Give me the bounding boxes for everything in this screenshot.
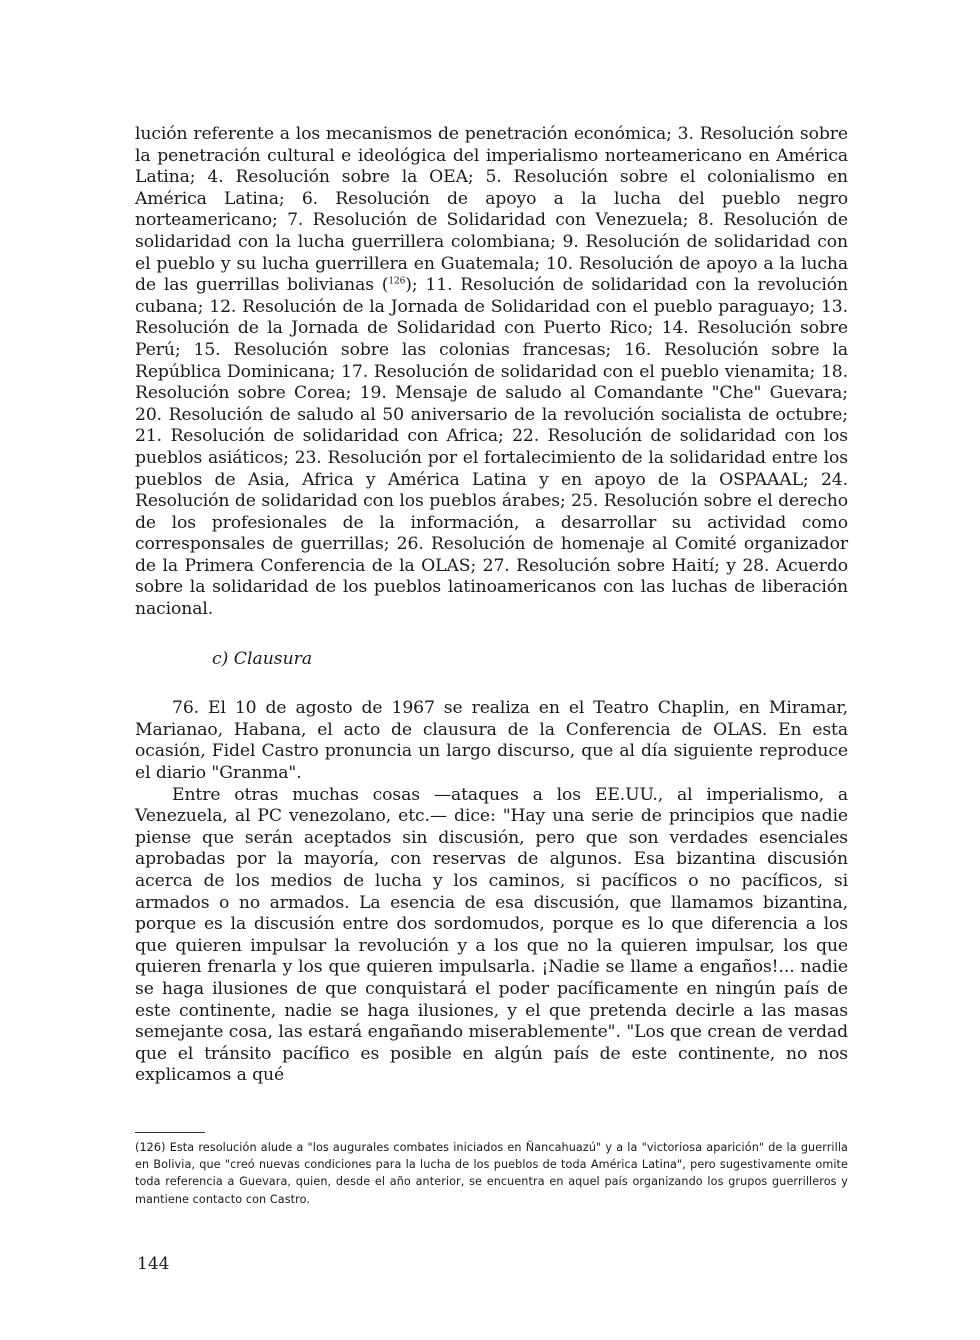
section-heading-clausura: c) Clausura — [212, 648, 313, 669]
resolutions-text-continued: ); 11. Resolución de solidaridad con la revolución cubana; 12. Resolución de la Jornada de Solidaridad con el pueblo paraguayo; 13. Resolución de la Jornada de Solidaridad con Puerto Rico; 14. Resolución sobre Perú; 15. Resolución sobre las colonias francesas; 16. Resolución sobre la República Dominicana; 17. Resolución de solidaridad con el pueblo vienamita; 18. Resolución sobre Corea; 19. Mensaje de saludo al Comandante "Che" Guevara; 20. Resolución de saludo al 50 aniversario de la revolución socialista de octubre; 21. Resolución de solidaridad con Africa; 22. Resolución de solidaridad con los pueblos asiáticos; 23. Resolución por el fortalecimiento de la solidaridad entre los pueblos de Asia, Africa y América Latina y en apoyo de la OSPAAAL; 24. Resolución de solidaridad con los pueblos árabes; 25. Resolución sobre el derecho de los profesionales de la información, a desarrollar su actividad como corresponsales de guerrillas; 26. Resolución de homenaje al Comité organizador de la Primera Conferencia de la OLAS; 27. Resolución sobre Haití; y 28. Acuerdo sobre la solidaridad de los pueblos latinoamericanos con las luchas de liberación nacional. — [135, 275, 848, 620]
footnote-reference[interactable]: 126 — [388, 276, 406, 287]
page-body — [135, 124, 848, 1087]
paragraph-76: 76. El 10 de agosto de 1967 se realiza en el Teatro Chaplin, en Miramar, Marianao, Habana, el acto de clausura de la Conferencia de OLAS. En esta ocasión, Fidel Castro pronuncia un largo discurso, que al día siguiente reproduce el diario "Granma". — [135, 698, 848, 784]
resolutions-text: lución referente a los mecanismos de penetración económica; 3. Resolución sobre la penetración cultural e ideológica del imperialismo norteamericano en América Latina; 4. Resolución sobre la OEA; 5. Resolución sobre el colonialismo en América Latina; 6. Resolución de apoyo a la lucha del pueblo negro norteamericano; 7. Resolución de Solidaridad con Venezuela; 8. Resolución de solidaridad con la lucha guerrillera colombiana; 9. Resolución de solidaridad con el pueblo y su lucha guerrillera en Guatemala; 10. Resolución de apoyo a la lucha de las guerrillas bolivianas ( — [135, 124, 848, 296]
resolutions-paragraph — [135, 124, 848, 621]
footnote-divider — [135, 1132, 205, 1133]
paragraph-castro-quote: Entre otras muchas cosas —ataques a los EE.UU., al imperialismo, a Venezuela, al PC venezolano, etc.— dice: "Hay una serie de principios que nadie piense que serán aceptados sin discusión, pero que son verdades esenciales aprobadas por la mayoría, con reservas de algunos. Esa bizantina discusión acerca de los medios de lucha y los caminos, si pacíficos o no pacíficos, si armados o no armados. La esencia de esa discusión, que llamamos bizantina, porque es la discusión entre dos sordomudos, porque es lo que diferencia a los que quieren impulsar la revolución y a los que no la quieren impulsar, los que quieren frenarla y los que quieren impulsarla. ¡Nadie se llame a engaños!... nadie se haga ilusiones de que conquistará el poder pacíficamente en ningún país de este continente, nadie se haga ilusiones, y el que pretenda decirle a las masas semejante cosa, las estará engañando miserablemente". "Los que crean de verdad que el tránsito pacífico es posible en algún país de este continente, no nos explicamos a qué — [135, 784, 848, 1086]
footnote-126: (126) Esta resolución alude a "los augurales combates iniciados en Ñancahuazú" y a la "victoriosa aparición" de la guerrilla en Bolivia, que "creó nuevas condiciones para la lucha de los pueblos de toda América Latina", pero sugestivamente omite toda referencia a Guevara, quien, desde el año anterior, se encuentra en aquel país organizando los grupos guerrilleros y mantiene contacto con Castro. — [135, 1141, 848, 1206]
page-number: 144 — [137, 1254, 170, 1274]
